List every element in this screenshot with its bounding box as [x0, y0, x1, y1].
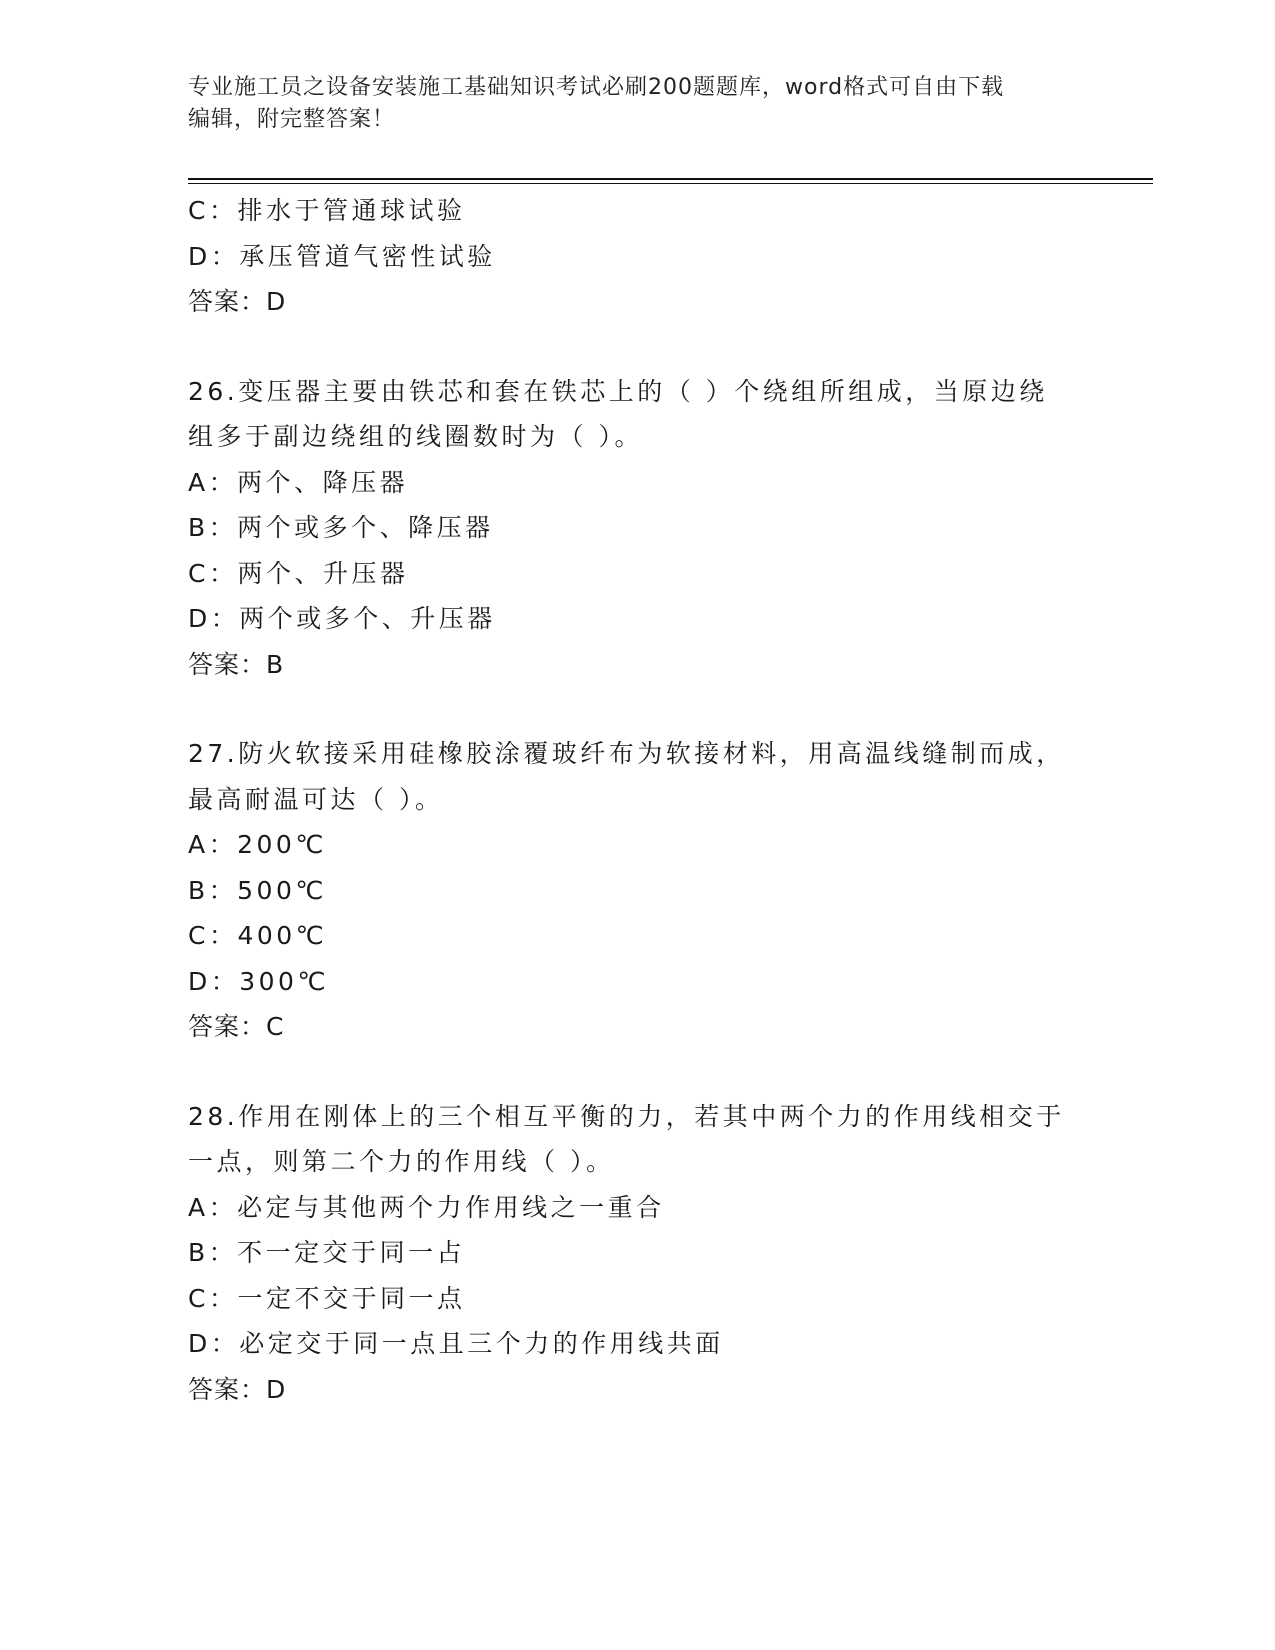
answer-line: 答案：C	[188, 1012, 285, 1041]
page-header	[188, 72, 1088, 136]
stem-line: 一点，则第二个力的作用线（ ）。	[188, 1147, 615, 1176]
question-stem	[188, 369, 1088, 460]
stem-line: 27.防火软接采用硅橡胶涂覆玻纤布为软接材料，用高温线缝制而成，	[188, 739, 1065, 768]
question-25-tail	[188, 188, 1088, 325]
question-26	[188, 369, 1088, 688]
option-d: D：承压管道气密性试验	[188, 241, 496, 271]
question-27	[188, 731, 1088, 1050]
answer-line: 答案：B	[188, 649, 285, 679]
document-body	[188, 188, 1088, 1412]
option-b: B：两个或多个、降压器	[188, 513, 494, 542]
answer-line: 答案：D	[188, 287, 287, 316]
option-c: C：一定不交于同一点	[188, 1283, 466, 1313]
header-line-2: 编辑，附完整答案！	[188, 107, 396, 132]
option-a: A：必定与其他两个力作用线之一重合	[188, 1192, 665, 1222]
option-c: C：两个、升压器	[188, 558, 409, 588]
stem-line: 26.变压器主要由铁芯和套在铁芯上的（ ）个绕组所组成，当原边绕	[188, 376, 1048, 406]
header-divider-thin	[188, 183, 1153, 184]
option-d: D：两个或多个、升压器	[188, 604, 496, 633]
header-divider-thick	[188, 178, 1153, 180]
option-a: A：200℃	[188, 830, 327, 859]
option-c: C：400℃	[188, 921, 328, 950]
stem-line: 28.作用在刚体上的三个相互平衡的力，若其中两个力的作用线相交于	[188, 1101, 1065, 1131]
option-a: A：两个、降压器	[188, 467, 409, 497]
option-b: B：500℃	[188, 875, 327, 905]
option-d: D：必定交于同一点且三个力的作用线共面	[188, 1329, 724, 1358]
stem-line: 组多于副边绕组的线圈数时为（ ）。	[188, 422, 643, 451]
option-c: C：排水于管通球试验	[188, 196, 466, 225]
option-d: D：300℃	[188, 966, 330, 996]
option-b: B：不一定交于同一占	[188, 1238, 466, 1267]
question-stem	[188, 1094, 1088, 1185]
question-stem	[188, 731, 1088, 822]
question-28	[188, 1094, 1088, 1413]
header-line-1: 专业施工员之设备安装施工基础知识考试必刷200题题库，word格式可自由下载	[188, 75, 1005, 100]
answer-line: 答案：D	[188, 1374, 287, 1404]
stem-line: 最高耐温可达（ ）。	[188, 784, 444, 814]
